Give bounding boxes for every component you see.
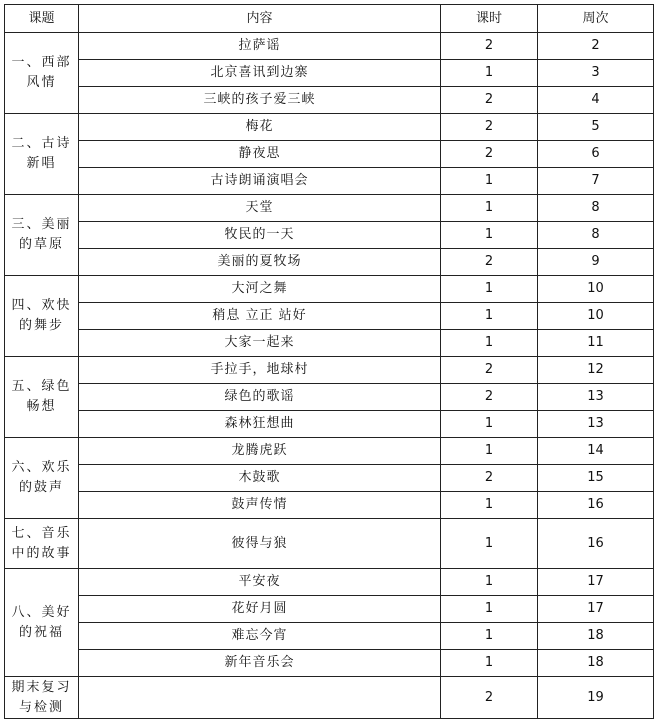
table-row xyxy=(5,411,654,438)
lesson-week: 13 xyxy=(538,411,654,438)
table-row xyxy=(5,384,654,411)
lesson-content: 大家一起来 xyxy=(79,330,441,357)
lesson-content: 静夜思 xyxy=(79,141,441,168)
lesson-week: 18 xyxy=(538,623,654,650)
header-row xyxy=(5,5,654,33)
lesson-week: 4 xyxy=(538,87,654,114)
unit-cell: 一、西部风情 xyxy=(5,33,79,114)
lesson-hours: 1 xyxy=(441,195,538,222)
lesson-content: 古诗朗诵演唱会 xyxy=(79,168,441,195)
lesson-hours: 2 xyxy=(441,33,538,60)
lesson-content: 彼得与狼 xyxy=(79,519,441,569)
lesson-hours: 1 xyxy=(441,519,538,569)
lesson-week: 16 xyxy=(538,492,654,519)
lesson-week: 19 xyxy=(538,677,654,719)
header-content: 内容 xyxy=(79,5,441,33)
lesson-week: 10 xyxy=(538,276,654,303)
lesson-week: 3 xyxy=(538,60,654,87)
lesson-week: 6 xyxy=(538,141,654,168)
lesson-content: 大河之舞 xyxy=(79,276,441,303)
unit-cell: 八、美好的祝福 xyxy=(5,569,79,677)
lesson-content: 拉萨谣 xyxy=(79,33,441,60)
unit-cell: 七、音乐中的故事 xyxy=(5,519,79,569)
lesson-week: 13 xyxy=(538,384,654,411)
lesson-hours: 1 xyxy=(441,623,538,650)
lesson-hours: 2 xyxy=(441,384,538,411)
table-row xyxy=(5,303,654,330)
lesson-hours: 2 xyxy=(441,357,538,384)
lesson-hours: 2 xyxy=(441,249,538,276)
table-row xyxy=(5,276,654,303)
lesson-week: 18 xyxy=(538,650,654,677)
lesson-hours: 1 xyxy=(441,330,538,357)
table-row xyxy=(5,168,654,195)
lesson-week: 17 xyxy=(538,569,654,596)
lesson-hours: 1 xyxy=(441,569,538,596)
lesson-hours: 1 xyxy=(441,650,538,677)
lesson-hours: 1 xyxy=(441,222,538,249)
lesson-week: 2 xyxy=(538,33,654,60)
table-row xyxy=(5,492,654,519)
table-row xyxy=(5,87,654,114)
lesson-content: 鼓声传情 xyxy=(79,492,441,519)
lesson-week: 17 xyxy=(538,596,654,623)
lesson-hours: 2 xyxy=(441,465,538,492)
table-row xyxy=(5,677,654,719)
lesson-week: 16 xyxy=(538,519,654,569)
lesson-content: 花好月圆 xyxy=(79,596,441,623)
table-row xyxy=(5,195,654,222)
lesson-content: 美丽的夏牧场 xyxy=(79,249,441,276)
lesson-content: 难忘今宵 xyxy=(79,623,441,650)
table-row xyxy=(5,650,654,677)
lesson-hours: 2 xyxy=(441,87,538,114)
unit-cell: 期末复习与检测 xyxy=(5,677,79,719)
schedule-body xyxy=(5,33,654,719)
lesson-content: 手拉手，地球村 xyxy=(79,357,441,384)
table-row xyxy=(5,465,654,492)
lesson-content: 北京喜讯到边寨 xyxy=(79,60,441,87)
header-week: 周次 xyxy=(538,5,654,33)
table-row xyxy=(5,33,654,60)
lesson-hours: 1 xyxy=(441,596,538,623)
lesson-content: 牧民的一天 xyxy=(79,222,441,249)
lesson-week: 14 xyxy=(538,438,654,465)
lesson-hours: 1 xyxy=(441,60,538,87)
table-row xyxy=(5,519,654,569)
lesson-week: 12 xyxy=(538,357,654,384)
lesson-content xyxy=(79,677,441,719)
table-row xyxy=(5,438,654,465)
lesson-content: 天堂 xyxy=(79,195,441,222)
table-row xyxy=(5,596,654,623)
table-row xyxy=(5,569,654,596)
lesson-hours: 1 xyxy=(441,276,538,303)
lesson-hours: 2 xyxy=(441,677,538,719)
unit-cell: 二、古诗新唱 xyxy=(5,114,79,195)
lesson-content: 稍息 立正 站好 xyxy=(79,303,441,330)
lesson-week: 5 xyxy=(538,114,654,141)
lesson-content: 平安夜 xyxy=(79,569,441,596)
lesson-content: 绿色的歌谣 xyxy=(79,384,441,411)
table-row xyxy=(5,357,654,384)
table-row xyxy=(5,330,654,357)
unit-cell: 六、欢乐的鼓声 xyxy=(5,438,79,519)
table-row xyxy=(5,141,654,168)
lesson-hours: 1 xyxy=(441,438,538,465)
header-hours: 课时 xyxy=(441,5,538,33)
unit-cell: 三、美丽的草原 xyxy=(5,195,79,276)
lesson-hours: 1 xyxy=(441,492,538,519)
lesson-content: 木鼓歌 xyxy=(79,465,441,492)
unit-cell: 五、绿色畅想 xyxy=(5,357,79,438)
lesson-content: 森林狂想曲 xyxy=(79,411,441,438)
table-row xyxy=(5,249,654,276)
header-unit: 课题 xyxy=(5,5,79,33)
table-row xyxy=(5,60,654,87)
lesson-week: 9 xyxy=(538,249,654,276)
lesson-hours: 1 xyxy=(441,168,538,195)
lesson-week: 8 xyxy=(538,195,654,222)
lesson-week: 11 xyxy=(538,330,654,357)
lesson-hours: 2 xyxy=(441,114,538,141)
lesson-hours: 2 xyxy=(441,141,538,168)
lesson-content: 龙腾虎跃 xyxy=(79,438,441,465)
lesson-week: 8 xyxy=(538,222,654,249)
lesson-week: 7 xyxy=(538,168,654,195)
lesson-week: 15 xyxy=(538,465,654,492)
lesson-hours: 1 xyxy=(441,411,538,438)
lesson-content: 新年音乐会 xyxy=(79,650,441,677)
table-row xyxy=(5,222,654,249)
lesson-hours: 1 xyxy=(441,303,538,330)
lesson-week: 10 xyxy=(538,303,654,330)
unit-cell: 四、欢快的舞步 xyxy=(5,276,79,357)
lesson-content: 三峡的孩子爱三峡 xyxy=(79,87,441,114)
schedule-table xyxy=(4,4,654,719)
lesson-content: 梅花 xyxy=(79,114,441,141)
table-row xyxy=(5,114,654,141)
table-row xyxy=(5,623,654,650)
